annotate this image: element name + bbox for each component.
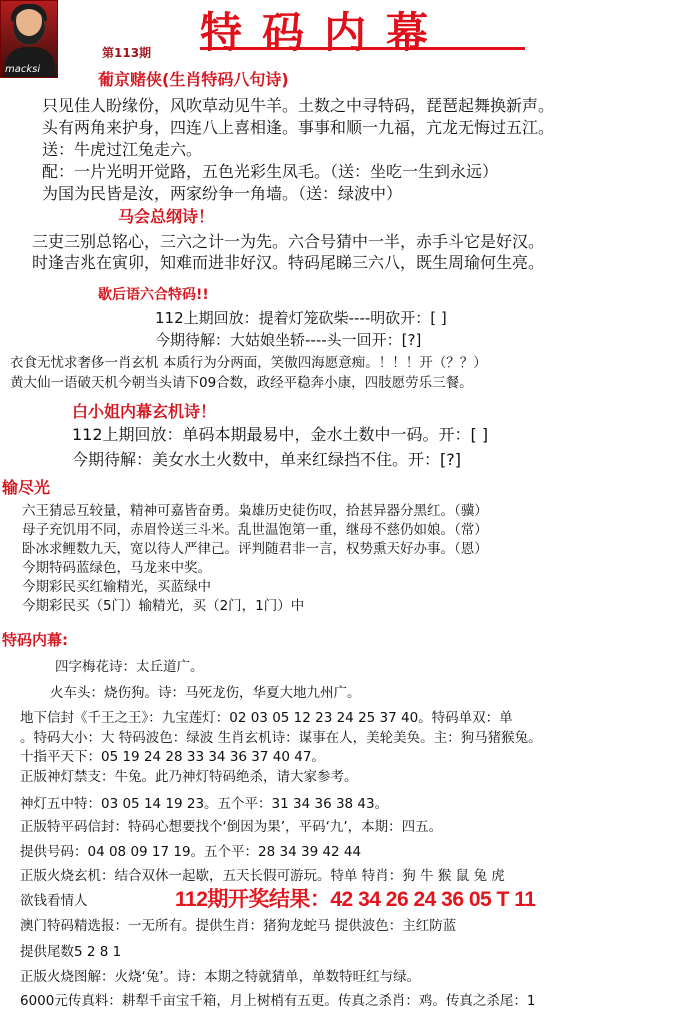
tip-line: 今期彩民买红输精光，买蓝绿中 — [22, 579, 211, 595]
poem-line: 六王猜忌互较量，精神可嘉皆奋勇。枭雄历史徒伤叹，拾甚异器分黑红。（骥） — [22, 503, 488, 519]
info-line: 正版神灯禁支：牛兔。此乃神灯特码绝杀，请大家参考。 — [20, 769, 358, 785]
section-title-temaneimu: 特码内幕: — [2, 631, 68, 649]
page-title: 特码内幕 — [200, 0, 525, 50]
section-title-xiehouyu: 歇后语六合特码!! — [98, 287, 209, 303]
info-line: 十指平天下：05 19 24 28 33 34 36 37 40 47。 — [20, 749, 325, 765]
info-line: 神灯五中特：03 05 14 19 23。五个平：31 34 36 38 43。 — [20, 796, 389, 812]
info-line: 四字梅花诗：太丘道广。 — [55, 659, 204, 675]
info-line: 地下信封《千王之王》：九宝莲灯：02 03 05 12 23 24 25 37 40。特码单双：单 — [20, 710, 513, 726]
poem-line: 112上期回放：单码本期最易中，金水土数中一码。开：[ ] — [72, 425, 489, 444]
poem-line: 头有两角来护身，四连八上喜相逢。事事和顺一九福，亢龙无悔过五江。 — [42, 118, 555, 137]
info-line: 澳门特码精选报：一无所有。提供生肖：猪狗龙蛇马 提供波色：主红防蓝 — [20, 918, 457, 934]
section-title-mahui: 马会总纲诗！ — [118, 207, 215, 226]
riddle-line: 衣食无忧求奢侈一肖玄机 本质行为分两面，笑傲四海愿意痴。！！！开（？？） — [10, 355, 487, 371]
info-line: 提供号码：04 08 09 17 19。五个平：28 34 39 42 44 — [20, 844, 362, 860]
poem-line: 卧冰求鲤数九天，宽以待人严律己。评判随君非一言，权势熏天好办事。（恩） — [22, 541, 488, 557]
poem-line: 只见佳人盼缘份，风吹草动见牛羊。土数之中寻特码，琵琶起舞换新声。 — [42, 96, 555, 115]
poem-line: 母子充饥用不同，赤眉怜送三斗米。乱世温饱第一重，继母不慈仍如娘。（常） — [22, 522, 488, 538]
tip-line: 今期彩民买（5门）输精光，买（2门，1门）中 — [22, 598, 305, 614]
result-banner: 112期开奖结果：42 34 26 24 36 05 T 11 — [175, 888, 536, 911]
info-line: 正版特平码信封：特码心想要找个‘倒因为果’，平码‘九’，本期：四五。 — [20, 819, 443, 835]
poem-line: 送：牛虎过江兔走六。 — [42, 140, 203, 159]
info-line: 提供尾数5 2 8 1 — [20, 944, 122, 960]
poem-line: 三吏三别总铭心，三六之计一为先。六合号猜中一半，赤手斗它是好汉。 — [32, 232, 545, 251]
section-title-baixiaojie: 白小姐内幕玄机诗！ — [72, 402, 217, 421]
poem-line: 为国为民皆是汝，两家纷争一角墙。（送：绿波中） — [42, 184, 403, 203]
info-line: 6000元传真料：耕犁千亩宝千箱，月上树梢有五更。传真之杀肖：鸡。传真之杀尾：1 — [20, 993, 536, 1009]
riddle-line: 黄大仙一语破天机今朝当头请下09合数，政经平稳奔小康，四肢愿劳乐三餐。 — [10, 375, 473, 391]
section-title-pujing: 葡京赌侠(生肖特码八句诗) — [98, 70, 289, 89]
poem-line: 时逢吉兆在寅卯，知难而进非好汉。特码尾睇三六八，既生周瑜何生亮。 — [32, 253, 545, 272]
issue-number: 第113期 — [102, 46, 152, 60]
tip-line: 今期特码蓝绿色，马龙来中奖。 — [22, 560, 211, 576]
riddle-line: 112上期回放：提着灯笼砍柴----明砍开：[ ] — [155, 309, 447, 327]
info-line: 正版火烧图解：火烧‘兔’。诗：本期之特就猜单，单数特旺红与绿。 — [20, 969, 421, 985]
info-line: 。特码大小：大 特码波色：绿波 生肖玄机诗：谋事在人，美轮美奂。主：狗马猪猴兔。 — [20, 730, 542, 746]
info-line: 欲钱看情人 — [20, 893, 88, 909]
author-avatar — [0, 0, 58, 78]
info-line: 火车头：烧伤狗。诗：马死龙伤，华夏大地九州广。 — [50, 685, 361, 701]
section-title-shujinguang: 输尽光 — [2, 478, 51, 497]
poem-line: 今期待解：美女水土火数中，单来红绿挡不住。开：[?] — [72, 450, 461, 469]
poem-line: 配：一片光明开觉路，五色光彩生凤毛。（送：坐吃一生到永远） — [42, 162, 499, 181]
info-line: 正版火烧玄机：结合双休一起歇，五天长假可游玩。特单 特肖：狗 牛 猴 鼠 兔 虎 — [20, 868, 505, 884]
avatar-logo: macksi — [5, 64, 41, 75]
riddle-line: 今期待解：大姑娘坐轿----头一回开：[?] — [155, 331, 422, 349]
